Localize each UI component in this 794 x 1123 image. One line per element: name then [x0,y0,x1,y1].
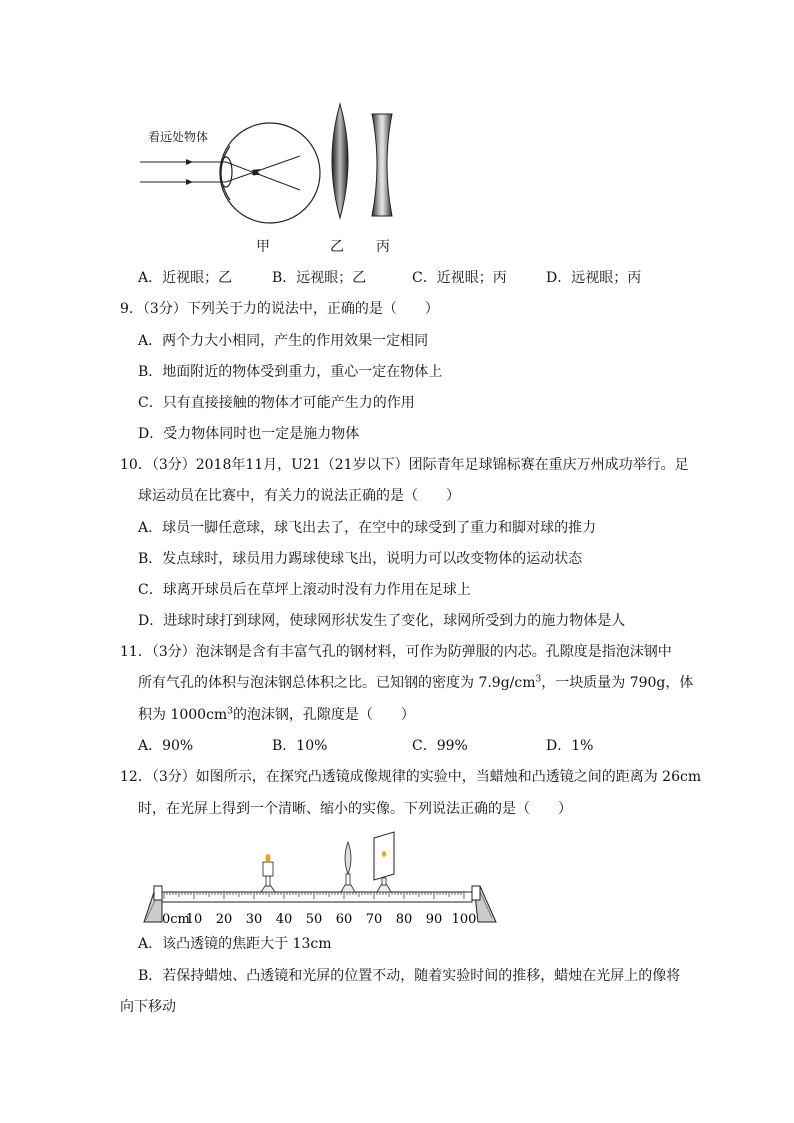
q12-option-b: B．若保持蜡烛、凸透镜和光屏的位置不动，随着实验时间的推移，蜡烛在光屏上的像将 [138,968,681,984]
eye-lens-figure [130,100,430,260]
q10-option-c: C．球离开球员后在草坪上滚动时没有力作用在足球上 [138,582,471,598]
candle [261,854,275,892]
q8-option-c: C．近视眼；丙 [412,270,507,286]
q11-stem-line3-sup: 3 [227,706,233,717]
ruler-label: 40 [275,912,293,927]
q11-option-b: B．10% [272,738,328,754]
q10-option-a: A．球员一脚任意球，球飞出去了，在空中的球受到了重力和脚对球的推力 [138,520,597,536]
ruler-label: 90 [425,912,443,927]
q8-option-d: D．远视眼；丙 [546,270,642,286]
convex-lens [332,104,348,218]
eye-caption: 看远处物体 [148,130,209,144]
q11-option-d: D．1% [546,738,594,754]
lens-holder [341,842,355,892]
q12-stem-line2: 时，在光屏上得到一个清晰、缩小的实像。下列说法正确的是（ ） [138,801,572,817]
label-bing: 丙 [376,239,390,255]
ruler-labels [162,912,476,927]
concave-lens [372,114,392,216]
q12-stem-line1: 12．（3分）如图所示，在探究凸透镜成像规律的实验中，当蜡烛和凸透镜之间的距离为 26cm [120,769,702,785]
ruler-label: 100 [451,912,477,927]
q11-stem-line1: 11．（3分）泡沫钢是含有丰富气孔的钢材料，可作为防弹服的内芯。孔隙度是指泡沫钢中 [120,644,672,660]
optical-bench-diagram [140,830,500,930]
q10-stem-line2: 球运动员在比赛中，有关力的说法正确的是（ ） [138,488,460,504]
eye-lens-diagram [130,100,430,230]
screen-holder [374,832,394,892]
optical-bench-figure [140,830,500,930]
q12-option-a: A．该凸透镜的焦距大于 13cm [138,936,332,952]
ruler-label: 60 [335,912,353,927]
q11-stem-line3-a: 积为 1000cm [138,707,228,723]
ruler-label: 10 [185,912,203,927]
q10-stem-line1: 10．（3分）2018年11月，U21（21岁以下）团际青年足球锦标赛在重庆万州成功举行。足 [120,457,689,473]
q10-option-d: D．进球时球打到球网，使球网形状发生了变化，球网所受到力的施力物体是人 [138,613,626,629]
q9-stem: 9．（3分）下列关于力的说法中，正确的是（ ） [120,301,439,317]
q11-stem-line3-b: 的泡沫钢，孔隙度是（ ） [232,707,415,723]
ruler-label: 20 [215,912,233,927]
q9-option-b: B．地面附近的物体受到重力，重心一定在物体上 [138,364,443,380]
q11-stem-line2-b: ，一块质量为 790g，体 [541,675,694,691]
q11-stem-line2 [138,673,693,693]
ruler-label: 30 [245,912,263,927]
ruler-label: 70 [365,912,383,927]
q9-option-a: A．两个力大小相同，产生的作用效果一定相同 [138,333,429,349]
label-yi: 乙 [330,239,344,255]
q11-option-c: C．99% [412,738,468,754]
cornea [221,146,230,200]
ruler-label: 50 [305,912,323,927]
q10-option-b: B．发点球时，球员用力踢球使球飞出，说明力可以改变物体的运动状态 [138,551,583,567]
q8-option-a: A．近视眼；乙 [138,270,233,286]
q9-option-d: D．受力物体同时也一定是施力物体 [138,426,360,442]
q8-option-b: B．远视眼；乙 [272,270,367,286]
q11-stem-line2-sup: 3 [535,674,542,685]
eyeball [220,123,320,223]
q11-stem-line2-a: 所有气孔的体积与泡沫钢总体积之比。已知钢的密度为 7.9g/cm [138,675,536,691]
q12-option-b-cont: 向下移动 [120,999,176,1015]
ruler-label: 80 [395,912,413,927]
label-jia: 甲 [256,239,270,255]
q11-stem-line3 [138,705,415,725]
ruler-label: 0cm [162,912,190,927]
q9-option-c: C．只有直接接触的物体才可能产生力的作用 [138,395,415,411]
q11-option-a: A．90% [138,738,194,754]
